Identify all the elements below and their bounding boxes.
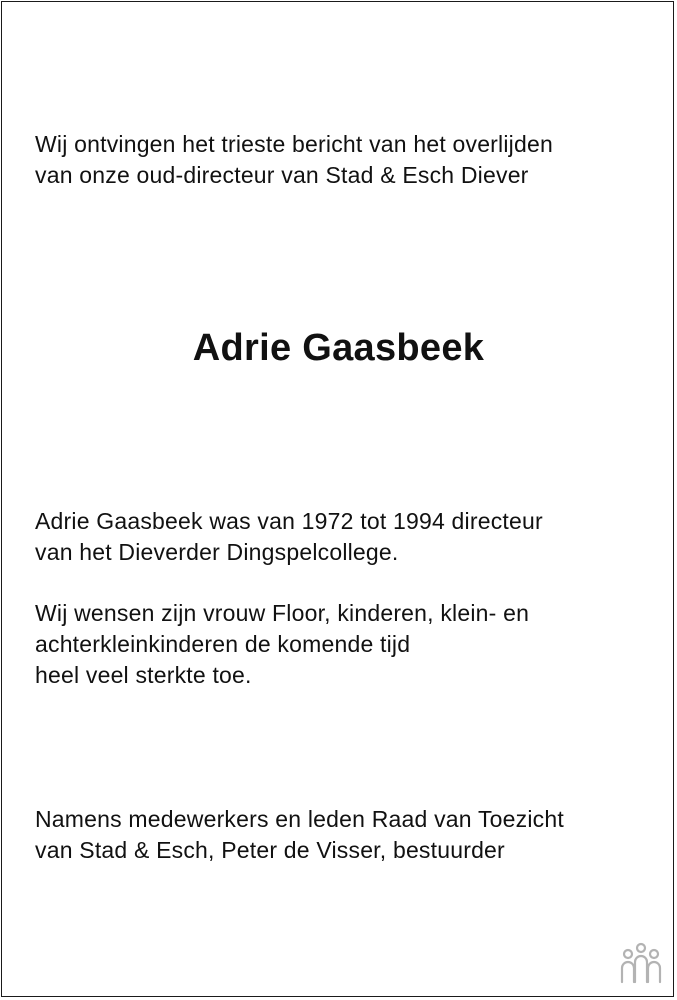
- wishes-line: achterkleinkinderen de komende tijd: [35, 631, 411, 657]
- sender-paragraph: [35, 804, 564, 866]
- career-line: van het Dieverder Dingspelcollege.: [35, 539, 399, 565]
- intro-paragraph: [35, 129, 553, 191]
- intro-line: Wij ontvingen het trieste bericht van het overlijden: [35, 131, 553, 157]
- sender-line: Namens medewerkers en leden Raad van Toezicht: [35, 806, 564, 832]
- wishes-paragraph: [35, 598, 529, 691]
- deceased-name: Adrie Gaasbeek: [192, 327, 485, 369]
- wishes-line: Wij wensen zijn vrouw Floor, kinderen, klein- en: [35, 600, 530, 626]
- intro-line: van onze oud-directeur van Stad & Esch Diever: [35, 162, 529, 188]
- wishes-line: heel veel sterkte toe.: [35, 662, 252, 688]
- people-group-icon: [617, 942, 665, 984]
- career-line: Adrie Gaasbeek was van 1972 tot 1994 directeur: [35, 508, 543, 534]
- career-paragraph: [35, 506, 543, 568]
- sender-line: van Stad & Esch, Peter de Visser, bestuurder: [35, 837, 505, 863]
